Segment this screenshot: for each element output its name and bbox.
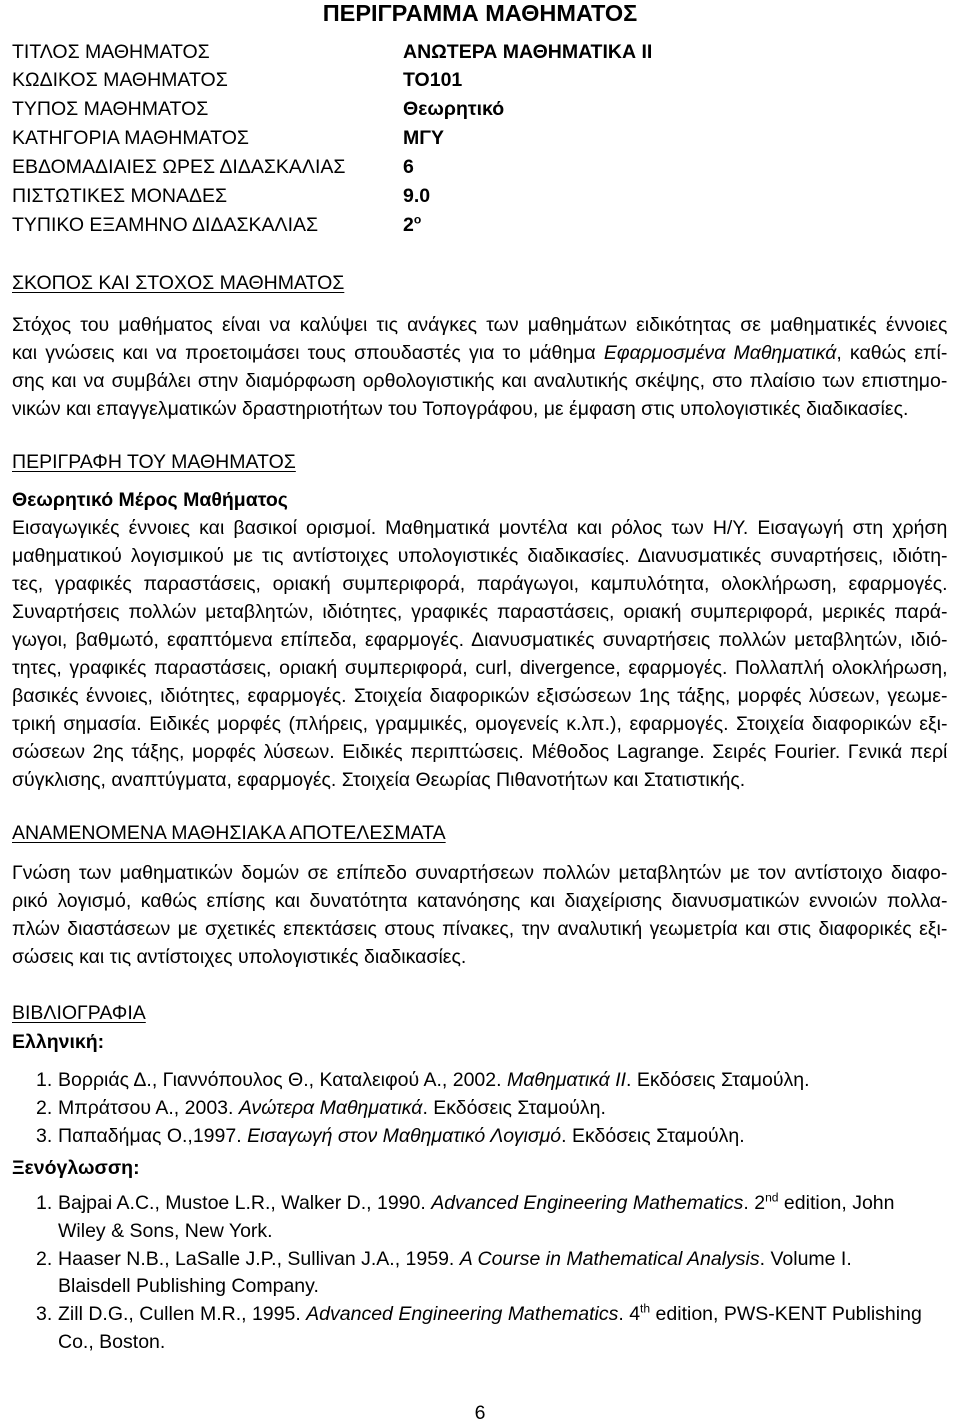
text-line (12, 626, 948, 654)
text-line (12, 710, 948, 738)
italic-text: Advanced Engineering Mathematics (431, 1192, 744, 1214)
line-text: Wiley & Sons, New York. (58, 1219, 273, 1242)
bibliography-item (0, 1066, 960, 1094)
line-text: Βορριάς Δ., Γιαννόπουλος Θ., Καταλειφού Α., 2002. Μαθηματικά ΙΙ. Εκδόσεις Σταμούλη. (58, 1069, 810, 1091)
line-text: σης και να συμβάλει στην διαμόρφωση ορθολογιστικής και αναλυτικής σκέψης, στο πλαίσιο των επιστημο- (12, 370, 948, 392)
section-heading-description: ΠΕΡΙΓΡΑΦΗ ΤΟΥ ΜΑΘΗΜΑΤΟΣ (12, 451, 296, 473)
description-subheading: Θεωρητικό Μέρος Μαθήματος (12, 489, 288, 511)
line-text: Haaser N.B., LaSalle J.P., Sullivan J.A., 1959. A Course in Mathematical Analysis. Volume I. (58, 1247, 852, 1270)
list-number: 3. (36, 1303, 53, 1326)
line-text: ρικό λογισμό, καθώς επίσης και δυνατότητα κατανόησης και διαχείρισης διανυσματικών εννοιών πολλα- (12, 890, 948, 912)
text-line (12, 738, 948, 766)
text-line (58, 1122, 948, 1150)
text-line (12, 943, 948, 971)
info-value: ΜΓΥ (403, 127, 444, 150)
document-title: ΠΕΡΙΓΡΑΜΜΑ ΜΑΘΗΜΑΤΟΣ (322, 0, 638, 26)
text-line (58, 1329, 948, 1357)
bibliography-entry (58, 1066, 948, 1094)
italic-text: Εφαρμοσμένα Μαθηματικά (603, 342, 837, 364)
section-heading-aim: ΣΚΟΠΟΣ ΚΑΙ ΣΤΟΧΟΣ ΜΑΘΗΜΑΤΟΣ (12, 272, 345, 294)
bibliography-item (0, 1301, 960, 1357)
text-line (12, 542, 948, 570)
line-text: τρική σημασία. Ειδικές μορφές (πλήρεις, γραμμικές, ομογενείς κ.λπ.), εφαρμογές. Στοιχεία διαφορικών εξι- (12, 713, 948, 735)
line-text: Blaisdell Publishing Company. (58, 1275, 319, 1298)
text-line (12, 915, 948, 943)
info-row (12, 38, 948, 67)
line-text: Στόχος του μαθήματος είναι να καλύψει τις ανάγκες των μαθημάτων ειδικότητας σε μαθηματικές έννοιες (12, 314, 948, 336)
info-label: ΤΙΤΛΟΣ ΜΑΘΗΜΑΤΟΣ (12, 40, 210, 63)
info-value: 6 (403, 155, 414, 178)
text-line (12, 598, 948, 626)
text-line (58, 1273, 948, 1301)
line-text: νικών και επαγγελματικών δραστηριοτήτων του Τοπογράφου, με έμφαση στις υπολογιστικές διαδικασίες. (12, 398, 909, 420)
info-label: ΚΑΤΗΓΟΡΙΑ ΜΑΘΗΜΑΤΟΣ (12, 127, 249, 150)
line-text: τητες, γραφικές παραστάσεις, οριακή συμπεριφορά, curl, divergence, εφαρμογές. Πολλαπλή ολοκλήρωση, (12, 657, 948, 679)
info-value (403, 211, 421, 240)
italic-text: Εισαγωγή στον Μαθηματικό Λογισμό (247, 1125, 562, 1147)
bibliography-greek-label: Ελληνική: (12, 1031, 105, 1053)
bibliography-item (0, 1246, 960, 1302)
text-line (12, 766, 948, 794)
info-row (12, 182, 948, 211)
line-text: σώσεων 2ης τάξης, μορφές λύσεων. Ειδικές περιπτώσεις. Μέθοδος Lagrange. Σειρές Fourier. Γενικά περί (12, 741, 948, 763)
text-line (12, 395, 948, 423)
bibliography-item (0, 1190, 960, 1246)
info-row (12, 211, 948, 240)
text-line (12, 367, 948, 395)
superscript: ο (413, 212, 422, 227)
text-line (12, 339, 948, 367)
info-label: ΤΥΠΙΚΟ ΕΞΑΜΗΝΟ ΔΙΔΑΣΚΑΛΙΑΣ (12, 213, 319, 236)
info-value: 9.0 (403, 184, 431, 207)
info-label: ΕΒΔΟΜΑΔΙΑΙΕΣ ΩΡΕΣ ΔΙΔΑΣΚΑΛΙΑΣ (12, 155, 346, 178)
text-line (12, 654, 948, 682)
bibliography-item (0, 1122, 960, 1150)
line-text: σώσεις και τις αντίστοιχες υπολογιστικές διαδικασίες. (12, 946, 467, 968)
description-paragraph (12, 514, 948, 794)
text-line (58, 1094, 948, 1122)
bibliography-entry (58, 1094, 948, 1122)
info-row (12, 95, 948, 124)
bibliography-foreign-list (0, 1190, 960, 1357)
section-heading-bibliography: ΒΙΒΛΙΟΓΡΑΦΙΑ (12, 1002, 146, 1024)
bibliography-entry (58, 1301, 948, 1357)
line-text: και γνώσεις και να προετοιμάσει τους σπουδαστές για το μάθημα Εφαρμοσμένα Μαθηματικά, καθώς επί- (12, 342, 948, 364)
line-text: Co., Boston. (58, 1330, 166, 1353)
info-row (12, 153, 948, 182)
text-line (12, 514, 948, 542)
info-label: ΤΥΠΟΣ ΜΑΘΗΜΑΤΟΣ (12, 98, 209, 121)
superscript: nd (765, 1190, 779, 1205)
section-heading-outcomes: ΑΝΑΜΕΝΟΜΕΝΑ ΜΑΘΗΣΙΑΚΑ ΑΠΟΤΕΛΕΣΜΑΤΑ (12, 822, 446, 844)
text-line (58, 1190, 948, 1218)
text-line (12, 570, 948, 598)
line-text: βασικές έννοιες, ιδιότητες, εφαρμογές. Στοιχεία διαφορικών εξισώσεων 1ης τάξης, μορφές λύσεων, γεωμε- (12, 685, 948, 707)
text-line (12, 682, 948, 710)
info-value-number: 2 (403, 213, 414, 236)
info-row (12, 66, 948, 95)
page-number: 6 (474, 1402, 486, 1424)
info-label: ΠΙΣΤΩΤΙΚΕΣ ΜΟΝΑΔΕΣ (12, 184, 228, 207)
list-number: 3. (36, 1125, 53, 1147)
text-line (12, 311, 948, 339)
bibliography-greek-list (0, 1066, 960, 1150)
info-value: ΑΝΩΤΕΡΑ ΜΑΘΗΜΑΤΙΚΑ ΙΙ (403, 40, 653, 63)
line-text: Παπαδήμας Ο.,1997. Εισαγωγή στον Μαθηματικό Λογισμό. Εκδόσεις Σταμούλη. (58, 1125, 745, 1147)
list-number: 1. (36, 1192, 53, 1214)
info-row (12, 124, 948, 153)
line-text: Συναρτήσεις πολλών μεταβλητών, ιδιότητες, γραφικές παραστάσεις, οριακή συμπεριφορά, μερικές παρά- (12, 601, 948, 623)
line-text: Zill D.G., Cullen M.R., 1995. Advanced Engineering Mathematics. 4th edition, PWS-KENT Publishing (58, 1301, 922, 1326)
text-line (58, 1066, 948, 1094)
bibliography-entry (58, 1190, 948, 1246)
list-number: 1. (36, 1069, 53, 1091)
bibliography-item (0, 1094, 960, 1122)
bibliography-entry (58, 1246, 948, 1302)
line-text: Bajpai A.C., Mustoe L.R., Walker D., 1990. Advanced Engineering Mathematics. 2nd edition, John (58, 1190, 895, 1214)
bibliography-foreign-label: Ξενόγλωσση: (12, 1157, 140, 1179)
line-text: Μπράτσου Α., 2003. Ανώτερα Μαθηματικά. Εκδόσεις Σταμούλη. (58, 1097, 606, 1119)
line-text: Εισαγωγικές έννοιες και βασικοί ορισμοί. Μαθηματικά μοντέλα και ρόλος των Η/Υ. Εισαγωγή στη χρήση (12, 517, 948, 539)
text-line (58, 1218, 948, 1246)
line-text: μαθηματικού λογισμικού με τις αντίστοιχες υπολογιστικές διαδικασίες. Διανυσματικές συναρτήσεις, ιδιότη- (12, 545, 948, 567)
list-number: 2. (36, 1097, 53, 1119)
text-line (12, 859, 948, 887)
aim-paragraph (12, 311, 948, 423)
italic-text: Advanced Engineering Mathematics (306, 1303, 619, 1326)
line-text: Γνώση των μαθηματικών δομών σε επίπεδο συναρτήσεων πολλών μεταβλητών με τον αντίστοιχο διαφο- (12, 862, 948, 884)
outcomes-paragraph (12, 859, 948, 971)
line-text: πλών διαστάσεων με σχετικές επεκτάσεις στους πίνακες, την αναλυτική γεωμετρία και στις διαφορικές εξι- (12, 918, 948, 940)
bibliography-entry (58, 1122, 948, 1150)
superscript: th (640, 1301, 651, 1316)
line-text: τες, γραφικές παραστάσεις, οριακή συμπεριφορά, παράγωγοι, καμπυλότητα, ολοκλήρωση, εφαρμογές. (12, 573, 948, 595)
course-info-table (12, 38, 948, 240)
line-text: γωγοι, βαθμωτό, εφαπτόμενα επίπεδα, εφαρμογές. Διανυσματικές συναρτήσεις πολλών μεταβλητών, ιδιό- (12, 629, 948, 651)
info-value: Θεωρητικό (403, 98, 505, 121)
text-line (58, 1246, 948, 1274)
line-text: σύγκλισης, αναπτύγματα, εφαρμογές. Στοιχεία Θεωρίας Πιθανοτήτων και Στατιστικής. (12, 769, 746, 791)
info-value: ΤΟ101 (403, 69, 463, 92)
italic-text: A Course in Mathematical Analysis (459, 1247, 760, 1270)
info-label: ΚΩΔΙΚΟΣ ΜΑΘΗΜΑΤΟΣ (12, 69, 228, 92)
text-line (12, 887, 948, 915)
italic-text: Μαθηματικά ΙΙ (506, 1069, 627, 1091)
text-line (58, 1301, 948, 1329)
italic-text: Ανώτερα Μαθηματικά (238, 1097, 423, 1119)
list-number: 2. (36, 1247, 53, 1270)
